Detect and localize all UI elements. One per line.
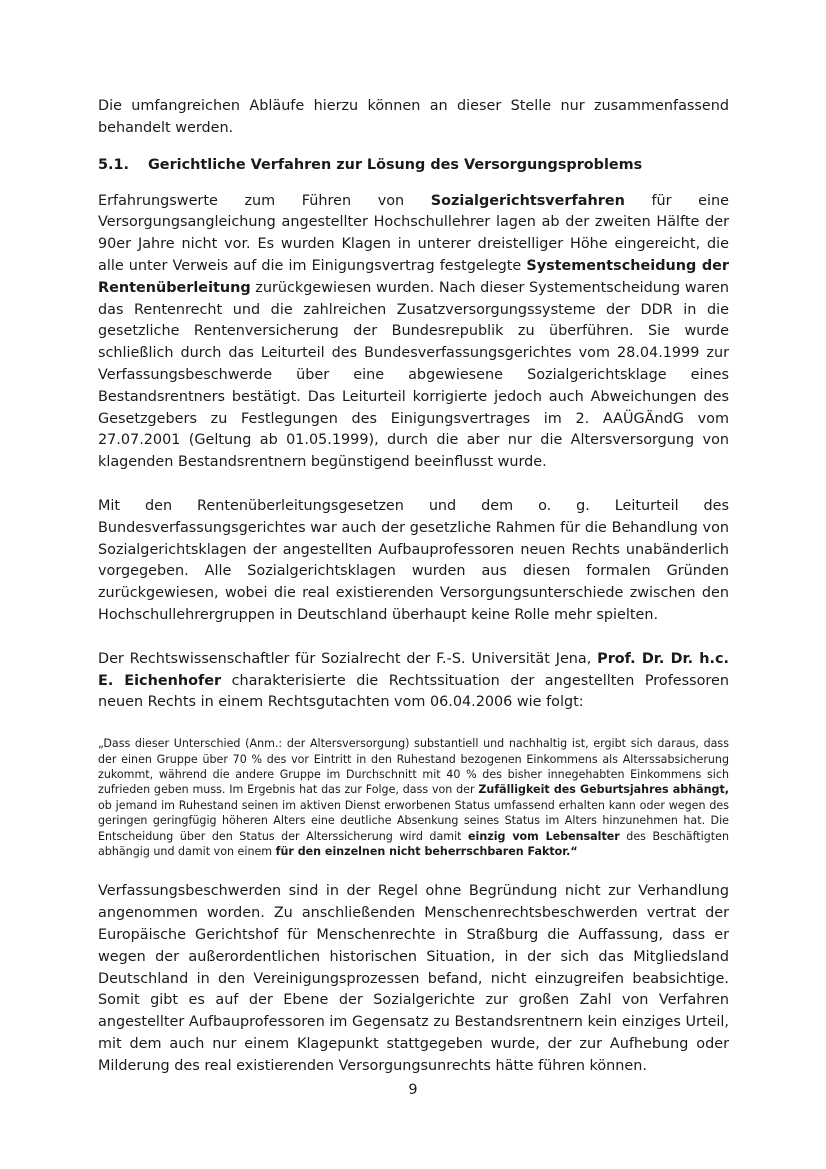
text-run: Der Rechtswissenschaftler für Sozialrecht der F.-S. Universität Jena, <box>98 650 598 667</box>
document-page <box>98 96 729 1078</box>
quote-bold: einzig vom Lebensalter <box>468 829 620 843</box>
paragraph-expert-opinion <box>98 649 729 714</box>
text-run: zurückgewiesen wurden. Nach dieser Systementscheidung waren das Rentenrecht und die zahlreichen Zusatzversorgungssysteme der DDR in die gesetzliche Rentenversicherung der Bundesrepublik zu überführen. Sie wurde schließlich durch das Leiturteil des Bundesverfassungsgerichtes vom 28.04.1999 zur Verfassungsbeschwerde über eine abgewiesene Sozialgerichtsklage eines Bestandsrentners bestätigt. Das Leiturteil korrigierte jedoch auch Abweichungen des Gesetzgebers zu Festlegungen des Einigungsvertrages im 2. AAÜGÄndG vom 27.07.2001 (Geltung ab 01.05.1999), durch die aber nur die Altersversorgung von klagenden Bestandsrentnern begünstigend beeinflusst wurde. <box>98 279 729 471</box>
paragraph-legal-framework: Mit den Rentenüberleitungsgesetzen und dem o. g. Leiturteil des Bundesverfassungsgerichtes war auch der gesetzliche Rahmen für die Behandlung von Sozialgerichtsklagen der angestellten Aufbauprofessoren neuen Rechts unabänderlich vorgegeben. Alle Sozialgerichtsklagen wurden aus diesen formalen Gründen zurückgewiesen, wobei die real existierenden Versorgungsunterschiede zwischen den Hochschullehrergruppen in Deutschland überhaupt keine Rolle mehr spielten. <box>98 497 729 623</box>
text-run: Erfahrungswerte zum Führen von <box>98 192 431 209</box>
intro-paragraph: Die umfangreichen Abläufe hierzu können an dieser Stelle nur zusammenfassend behandelt werden. <box>98 98 729 136</box>
quote-run: des Beschäftigten abhängig und damit von einem <box>98 829 729 858</box>
section-number: 5.1. <box>98 156 129 173</box>
quote-run: „Dass dieser Unterschied (Anm.: der Altersversorgung) substantiell und nachhaltig ist, ergibt sich daraus, dass der einen Gruppe über 70 % des vor Eintritt in den Ruhestand bezogenen Einkommens als Alterssabsicherung zukommt, während die andere Gruppe im Durchschnitt mit 40 % des bisher innegehabten Einkommens sich zufrieden geben muss. Im Ergebnis hat das zur Folge, dass von der <box>98 737 729 797</box>
bold-name: Prof. Dr. Dr. h.c. E. Eichenhofer <box>98 650 729 689</box>
paragraph-court-proceedings <box>98 191 729 474</box>
quote-run: ob jemand im Ruhestand seinen im aktiven Dienst erworbenen Status umfassend erhalten kann oder wegen des geringen geringfügig höheren Alters eine deutliche Absenkung seines Status im Alters hinzunehmen hat. Die Entscheidung über den Status der Alterssicherung wird damit <box>98 798 729 843</box>
bold-term: Systementscheidung der Rentenüberleitung <box>98 257 729 296</box>
text-run: charakterisierte die Rechtssituation der angestellten Professoren neuen Rechts in einem Rechtsgutachten vom 06.04.2006 wie folgt: <box>98 672 729 711</box>
section-title: Gerichtliche Verfahren zur Lösung des Versorgungsproblems <box>148 156 643 173</box>
quote-bold: für den einzelnen nicht beherrschbaren Faktor.“ <box>275 844 578 858</box>
paragraph-constitutional-complaints: Verfassungsbeschwerden sind in der Regel ohne Begründung nicht zur Verhandlung angenommen worden. Zu anschließenden Menschenrechtsbeschwerden vertrat der Europäische Gerichtshof für Menschenrechte in Straßburg die Auffassung, dass er wegen der außerordentlichen historischen Situation, in der sich das Mitgliedsland Deutschland in den Vereinigungsprozessen befand, nicht einzugreifen beabsichtige. Somit gibt es auf der Ebene der Sozialgerichte zur großen Zahl von Verfahren angestellter Aufbauprofessoren im Gegensatz zu Bestandsrentnern kein einziges Urteil, mit dem auch nur einem Klagepunkt stattgegeben wurde, der zur Aufhebung oder Milderung des real existierenden Versorgungsunrechts hätte führen können. <box>98 883 729 1074</box>
page-number: 9 <box>408 1082 418 1098</box>
text-run: für eine Versorgungsangleichung angestellter Hochschullehrer lagen ab der zweiten Hälfte der 90er Jahre nicht vor. Es wurden Klagen in unterer dreistelliger Höhe eingereicht, die alle unter Verweis auf die im Einigungsvertrag festgelegte <box>98 192 730 274</box>
quote-bold: Zufälligkeit des Geburtsjahres abhängt, <box>478 783 729 797</box>
block-quote <box>98 736 729 859</box>
section-heading <box>98 157 729 173</box>
bold-term: Sozialgerichtsverfahren <box>430 192 625 209</box>
